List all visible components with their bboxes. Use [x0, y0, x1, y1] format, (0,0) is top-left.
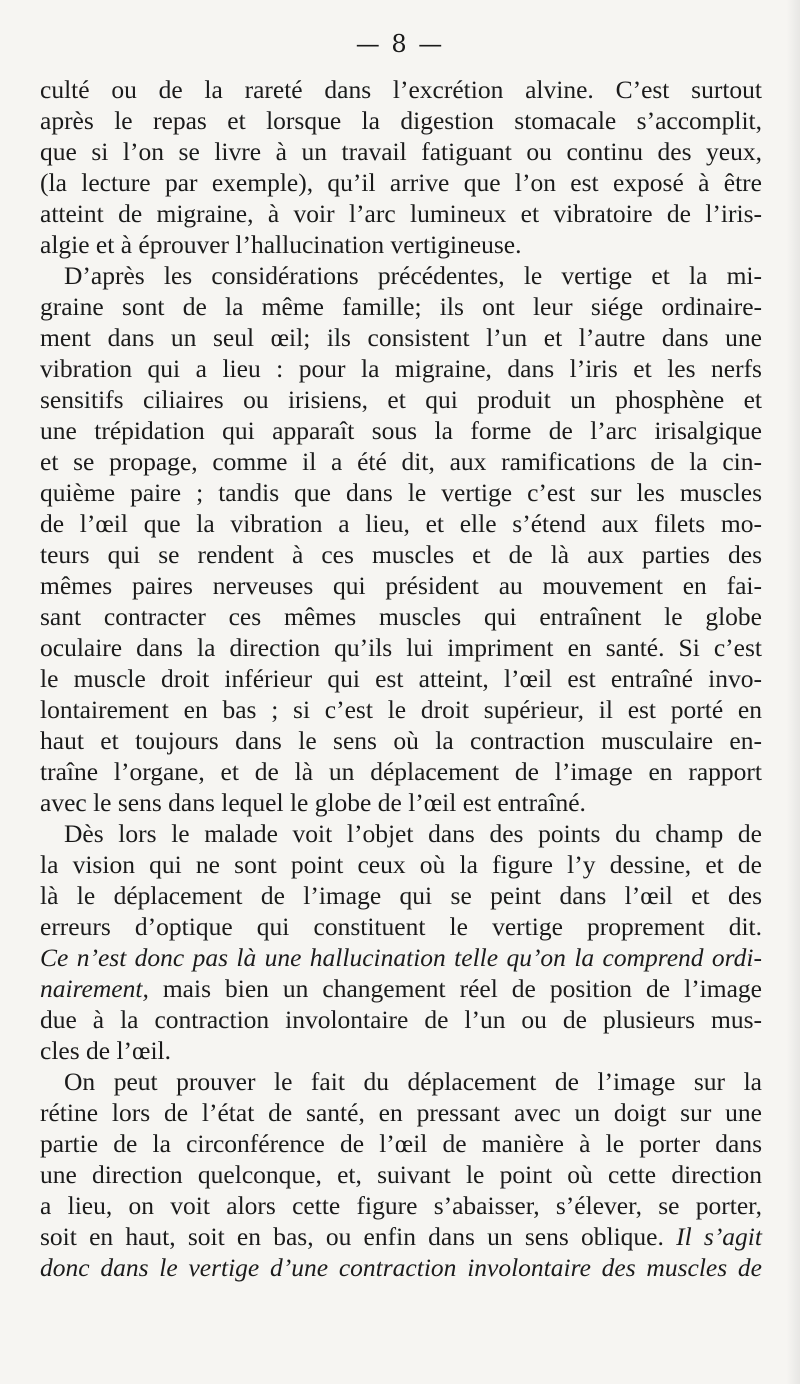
- text-line: avec le sens dans lequel le globe de l’œil est entraîné.: [40, 788, 586, 817]
- text-line: donc dans le vertige d’une contraction involontaire des muscles de: [40, 1253, 762, 1282]
- text-line: que si l’on se livre à un travail fatiguant ou continu des yeux,: [40, 137, 762, 166]
- text-line: partie de la circonférence de l’œil de manière à le porter dans: [40, 1129, 762, 1158]
- text-line: Ce n’est donc pas là une hallucination telle qu’on la comprend ordi-: [40, 943, 762, 972]
- text-line: cles de l’œil.: [40, 1036, 171, 1065]
- text-line: D’après les considérations précédentes, le vertige et la mi-: [64, 261, 762, 290]
- text-line: Dès lors le malade voit l’objet dans des points du champ de: [64, 819, 762, 848]
- text-line: quième paire ; tandis que dans le vertige c’est sur les muscles: [40, 478, 762, 507]
- text-line: nairement, mais bien un changement réel de position de l’image: [40, 974, 762, 1003]
- text-line: et se propage, comme il a été dit, aux ramifications de la cin-: [40, 447, 762, 476]
- text-line: due à la contraction involontaire de l’un ou de plusieurs mus-: [40, 1005, 762, 1034]
- text-line: teurs qui se rendent à ces muscles et de là aux parties des: [40, 540, 762, 569]
- text-line: sant contracter ces mêmes muscles qui entraînent le globe: [40, 602, 762, 631]
- text-line: oculaire dans la direction qu’ils lui impriment en santé. Si c’est: [40, 633, 762, 662]
- text-line: traîne l’organe, et de là un déplacement de l’image en rapport: [40, 757, 762, 786]
- text-line: une trépidation qui apparaît sous la forme de l’arc irisalgique: [40, 416, 762, 445]
- page-edge-shadow: [786, 0, 800, 1384]
- text-line: graine sont de la même famille; ils ont leur siége ordinaire-: [40, 292, 762, 321]
- text-line: algie et à éprouver l’hallucination vertigineuse.: [40, 230, 522, 259]
- text-line: haut et toujours dans le sens où la contraction musculaire en-: [40, 726, 762, 755]
- text-line: sensitifs ciliaires ou irisiens, et qui produit un phosphène et: [40, 385, 762, 414]
- text-line: de l’œil que la vibration a lieu, et elle s’étend aux filets mo-: [40, 509, 762, 538]
- text-line: a lieu, on voit alors cette figure s’abaisser, s’élever, se porter,: [40, 1191, 762, 1220]
- text-line: vibration qui a lieu : pour la migraine, dans l’iris et les nerfs: [40, 354, 762, 383]
- text-line: On peut prouver le fait du déplacement de l’image sur la: [64, 1067, 762, 1096]
- text-line: rétine lors de l’état de santé, en pressant avec un doigt sur une: [40, 1098, 762, 1127]
- text-line: atteint de migraine, à voir l’arc lumineux et vibratoire de l’iris-: [40, 199, 762, 228]
- page-number: — 8 —: [355, 30, 445, 58]
- text-line: (la lecture par exemple), qu’il arrive que l’on est exposé à être: [40, 168, 762, 197]
- text-line: le muscle droit inférieur qui est atteint, l’œil est entraîné invo-: [40, 664, 762, 693]
- text-line: après le repas et lorsque la digestion stomacale s’accomplit,: [40, 106, 762, 135]
- text-line: la vision qui ne sont point ceux où la figure l’y dessine, et de: [40, 850, 762, 879]
- text-line: mêmes paires nerveuses qui président au mouvement en fai-: [40, 571, 762, 600]
- text-line: soit en haut, soit en bas, ou enfin dans un sens oblique. Il s’agit: [40, 1222, 762, 1251]
- text-line: lontairement en bas ; si c’est le droit supérieur, il est porté en: [40, 695, 762, 724]
- text-line: ment dans un seul œil; ils consistent l’un et l’autre dans une: [40, 323, 762, 352]
- text-line: erreurs d’optique qui constituent le vertige proprement dit.: [40, 912, 762, 941]
- text-line: culté ou de la rareté dans l’excrétion alvine. C’est surtout: [40, 75, 762, 104]
- body-text: [40, 74, 762, 1283]
- text-line: une direction quelconque, et, suivant le point où cette direction: [40, 1160, 762, 1189]
- text-line: là le déplacement de l’image qui se peint dans l’œil et des: [40, 881, 762, 910]
